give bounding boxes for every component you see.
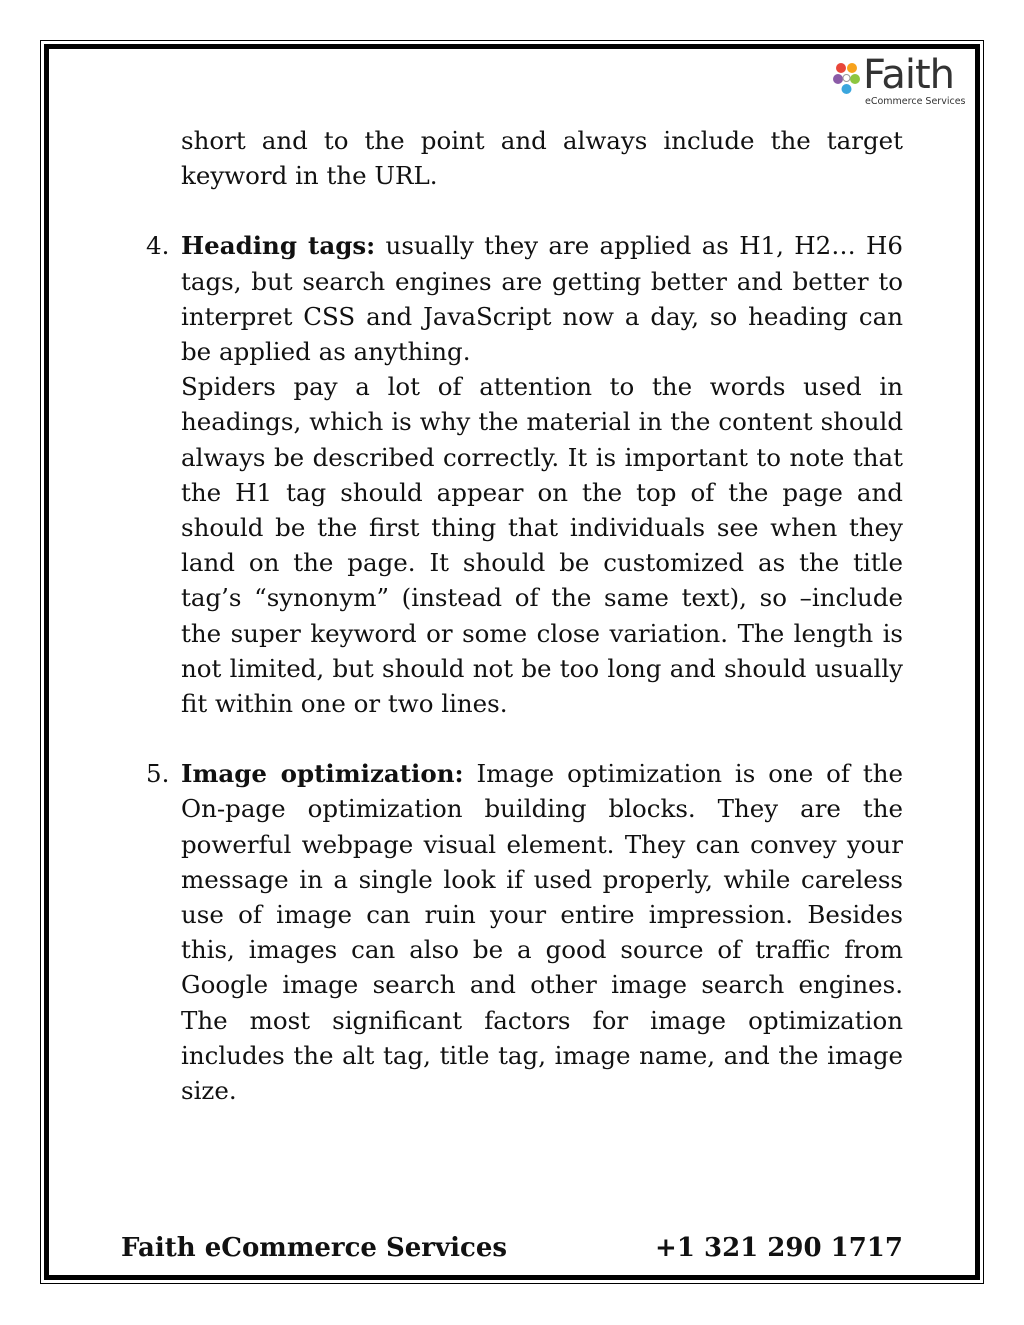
brand-logo [832, 52, 968, 108]
petal-purple [833, 74, 843, 84]
petal-red [836, 63, 846, 73]
logo-tagline: eCommerce Services [865, 96, 966, 107]
list-number: 5. [146, 759, 170, 789]
list-item-paragraph [181, 756, 903, 1108]
list-item-paragraph-continued: Spiders pay a lot of attention to the words used in headings, which is why the material in the content should always be described correctly. It is important to note that the H1 tag should appear on the top of the page and should be the first thing that individuals see when they land on the page. It should be customized as the title tag’s “synonym” (instead of the same text), so –include the super keyword or some close variation. The length is not limited, but should not be too long and should usually fit within one or two lines. [181, 372, 903, 719]
footer-company: Faith eCommerce Services [121, 1233, 508, 1263]
logo-wordmark: Faith [863, 52, 954, 98]
footer-phone: +1 321 290 1717 [655, 1233, 903, 1263]
document-body [146, 123, 903, 1108]
item-text: Image optimization is one of the On-page optimization building blocks. They are the powerful webpage visual element. They can convey your message in a single look if used properly, while careless use of image can ruin your entire impression. Besides this, images can also be a good source of traffic from Google image search and other image search engines. The most significant factors for image optimization includes the alt tag, title tag, image name, and the image size. [181, 759, 903, 1106]
list-item-image-optimization [146, 756, 903, 1108]
item-heading: Heading tags: [181, 231, 376, 261]
petal-blue [842, 84, 852, 94]
item-text: usually they are applied as H1, H2… H6 tags, but search engines are getting better and better to interpret CSS and JavaScript now a day, so heading can be applied as anything. [181, 231, 903, 367]
list-item-heading-tags [146, 228, 903, 721]
page-footer [121, 1230, 903, 1266]
continuation-paragraph: short and to the point and always include the target keyword in the URL. [181, 126, 903, 191]
petal-green [850, 74, 860, 84]
list-item-paragraph [181, 228, 903, 369]
list-number: 4. [146, 231, 170, 261]
petal-orange [847, 63, 857, 73]
item-heading: Image optimization: [181, 759, 464, 789]
flower-logo-icon [832, 60, 862, 100]
